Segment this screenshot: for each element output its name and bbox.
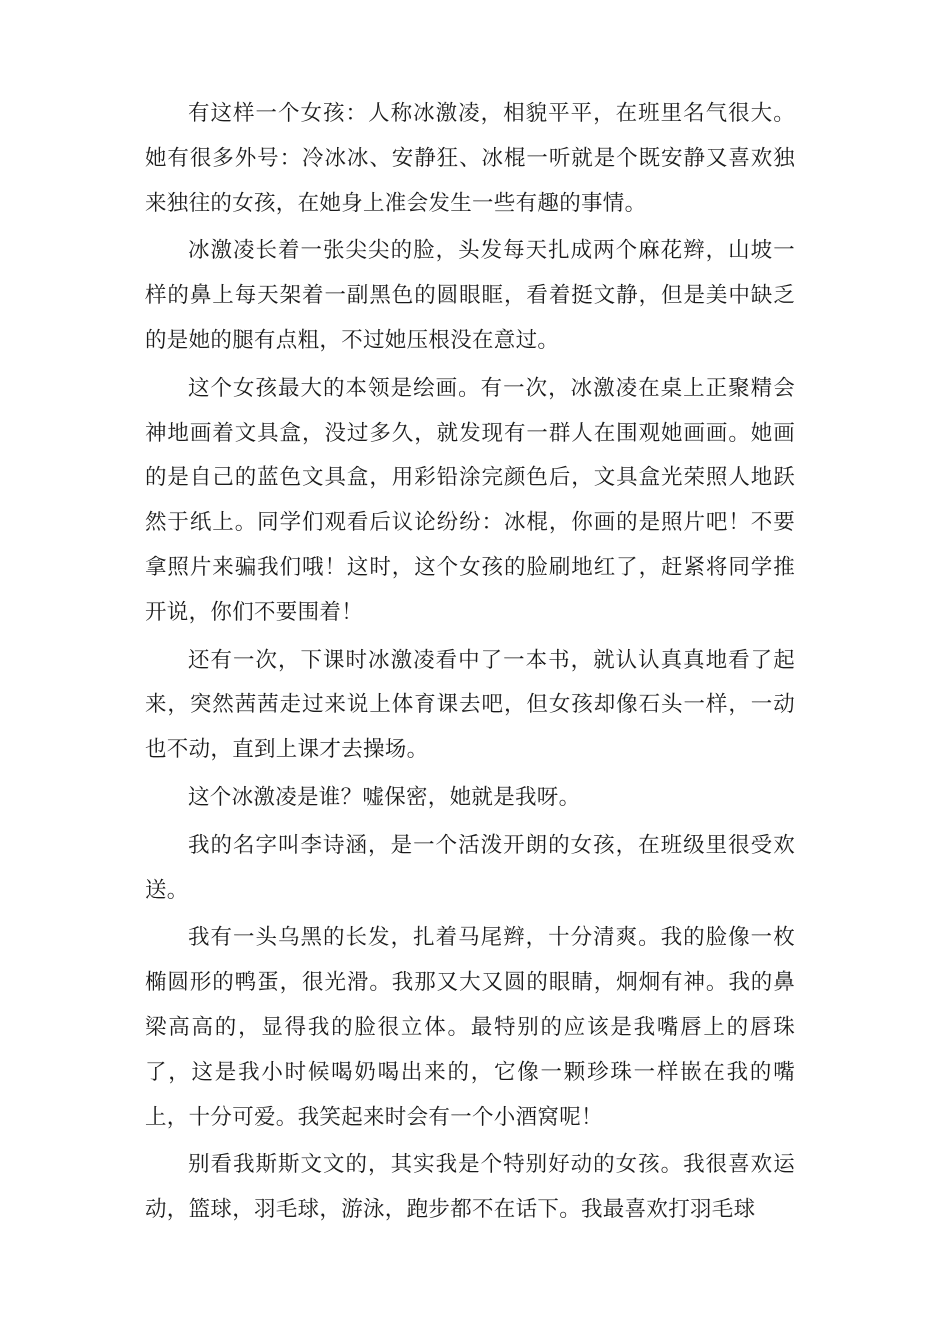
paragraph: 冰激凌长着一张尖尖的脸，头发每天扎成两个麻花辫，山坡一样的鼻上每天架着一副黑色的圆眼眶，看着挺文静，但是美中缺乏的是她的腿有点粗，不过她压根没在意过。 bbox=[145, 238, 795, 353]
paragraph: 我的名字叫李诗涵，是一个活泼开朗的女孩，在班级里很受欢送。 bbox=[145, 832, 795, 903]
paragraph: 还有一次，下课时冰激凌看中了一本书，就认认真真地看了起来，突然茜茜走过来说上体育课去吧，但女孩却像石头一样，一动也不动，直到上课才去操场。 bbox=[145, 647, 795, 763]
paragraph: 我有一头乌黑的长发，扎着马尾辫，十分清爽。我的脸像一枚椭圆形的鸭蛋，很光滑。我那又大又圆的眼睛，炯炯有神。我的鼻梁高高的，显得我的脸很立体。最特别的应该是我嘴唇上的唇珠了，这是我小时候喝奶喝出来的，它像一颗珍珠一样嵌在我的嘴上，十分可爱。我笑起来时会有一个小酒窝呢！ bbox=[145, 925, 795, 1130]
paragraph: 这个女孩最大的本领是绘画。有一次，冰激凌在桌上正聚精会神地画着文具盒，没过多久，就发现有一群人在围观她画画。她画的是自己的蓝色文具盒，用彩铅涂完颜色后，文具盒光荣照人地跃然于纸上。同学们观看后议论纷纷：冰棍，你画的是照片吧！不要拿照片来骗我们哦！这时，这个女孩的脸刷地红了，赶紧将同学推开说，你们不要围着！ bbox=[145, 375, 795, 625]
paragraph: 别看我斯斯文文的，其实我是个特别好动的女孩。我很喜欢运动，篮球，羽毛球，游泳，跑步都不在话下。我最喜欢打羽毛球 bbox=[145, 1152, 795, 1223]
paragraph: 有这样一个女孩：人称冰激凌，相貌平平，在班里名气很大。她有很多外号：冷冰冰、安静狂、冰棍一听就是个既安静又喜欢独来独往的女孩，在她身上准会发生一些有趣的事情。 bbox=[145, 101, 795, 216]
document-body bbox=[145, 92, 795, 1236]
paragraph: 这个冰激凌是谁？嘘保密，她就是我呀。 bbox=[188, 784, 581, 810]
